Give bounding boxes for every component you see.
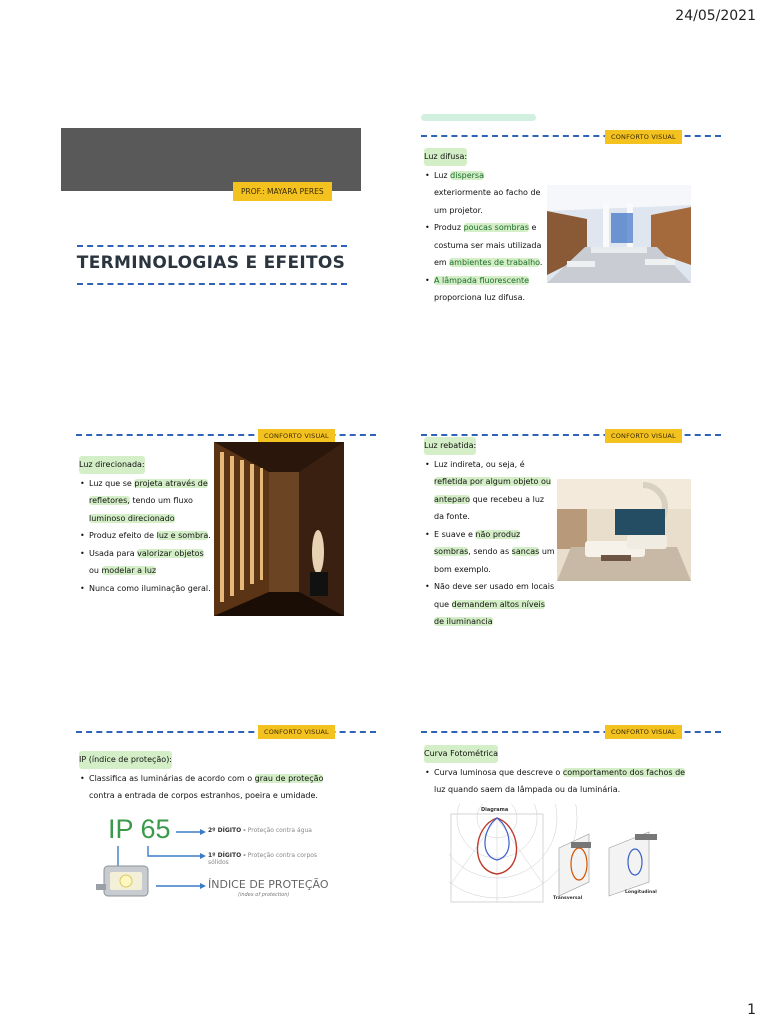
line: luminoso direcionado xyxy=(89,513,175,523)
slide-heading: Luz direcionada: xyxy=(79,456,145,474)
section-tag: CONFORTO VISUAL xyxy=(605,130,682,144)
index-sub: (index of protection) xyxy=(238,892,290,898)
line: sombras, sendo as sancas um xyxy=(434,547,555,556)
line: refletida por algum objeto ou xyxy=(434,477,551,486)
ip-code: IP 65 xyxy=(108,814,171,844)
slide-heading: Curva Fotométrica xyxy=(424,745,498,763)
office-photo xyxy=(547,185,691,283)
line: anteparo que recebeu a luz xyxy=(434,494,545,504)
corridor-photo xyxy=(214,442,344,616)
slide-text xyxy=(424,148,554,307)
slide-luz-direcionada xyxy=(76,420,376,610)
line: • Luz dispersa xyxy=(434,167,554,185)
section-tag: CONFORTO VISUAL xyxy=(605,429,682,443)
digit1-row: 1º DÍGITO - Proteção contra corpos sólidos xyxy=(208,852,318,866)
page-number: 1 xyxy=(747,1002,756,1018)
line: contra a entrada de corpos estranhos, poeira e umidade. xyxy=(89,791,318,800)
line: da fonte. xyxy=(434,512,470,521)
professor-badge: PROF.: MAYARA PERES xyxy=(233,182,332,201)
slide-text xyxy=(79,456,219,597)
line: • Produz poucas sombras e xyxy=(434,219,554,237)
line: costuma ser mais utilizada xyxy=(434,240,542,250)
living-room-photo xyxy=(557,479,691,581)
line: ou modelar a luz xyxy=(89,566,157,575)
slide-text xyxy=(424,437,564,631)
line: em ambientes de trabalho. xyxy=(434,258,543,267)
luminaire-longitudinal xyxy=(609,832,657,896)
longitudinal-label: Longitudinal xyxy=(625,890,657,895)
page-title: TERMINOLOGIAS E EFEITOS xyxy=(76,253,346,273)
slide-text xyxy=(79,751,379,805)
line: • E suave e não produz xyxy=(434,526,564,544)
line: de iluminancia xyxy=(434,617,493,626)
line: refletores, tendo um fluxo xyxy=(89,496,193,505)
line: exteriormente ao facho de xyxy=(434,188,541,197)
slide-curva-fotometrica xyxy=(421,718,721,908)
index-label: ÍNDICE DE PROTEÇÃO xyxy=(208,878,329,891)
line: bom exemplo. xyxy=(434,564,491,574)
line: • Curva luminosa que descreve o comportamento dos fachos de xyxy=(434,764,724,782)
line: • Não deve ser usado em locais xyxy=(434,578,564,596)
line: • Classifica as luminárias de acordo com o grau de proteção xyxy=(89,770,379,788)
slide-ip xyxy=(76,718,376,908)
luminaire-transversal xyxy=(559,834,591,896)
section-tag: CONFORTO VISUAL xyxy=(258,725,335,739)
slide-heading: Luz difusa: xyxy=(424,148,467,166)
print-date: 24/05/2021 xyxy=(675,8,756,24)
line: • Luz que se projeta através de xyxy=(89,475,219,493)
line: • A lâmpada fluorescente xyxy=(434,272,554,290)
section-tag: CONFORTO VISUAL xyxy=(605,725,682,739)
section-tag: CONFORTO VISUAL xyxy=(258,429,335,443)
digit2-row: 2º DÍGITO - Proteção contra água xyxy=(208,827,312,834)
ip-diagram xyxy=(96,814,336,906)
slide-luz-rebatida xyxy=(421,420,721,626)
line: • Nunca como iluminação geral. xyxy=(89,580,219,598)
line: • Produz efeito de luz e sombra. xyxy=(89,527,219,545)
line: proporciona luz difusa. xyxy=(434,293,526,302)
slide-heading: IP (índice de proteção): xyxy=(79,751,172,769)
slide-luz-difusa xyxy=(421,112,721,302)
line: um projetor. xyxy=(434,205,483,215)
line: que demandem altos níveis xyxy=(434,599,545,609)
divider-top xyxy=(77,245,347,247)
slide-text xyxy=(424,745,724,799)
line: • Usada para valorizar objetos xyxy=(89,545,219,563)
photometric-diagram xyxy=(449,804,693,904)
divider-bottom xyxy=(77,283,347,285)
transversal-label: Transversal xyxy=(553,896,583,901)
floodlight-icon xyxy=(96,866,148,896)
slide-heading: Luz rebatida: xyxy=(424,437,476,455)
line: • Luz indireta, ou seja, é xyxy=(434,456,564,474)
diagram-title: Diagrama xyxy=(481,807,509,813)
line: luz quando saem da lâmpada ou da luminária. xyxy=(434,785,621,794)
